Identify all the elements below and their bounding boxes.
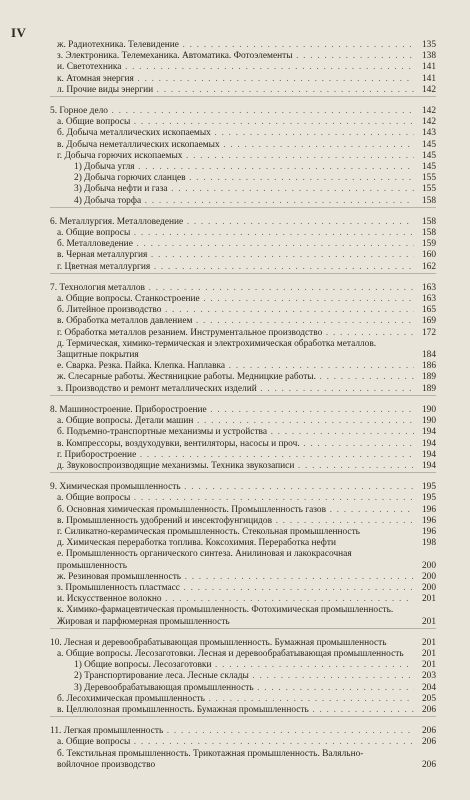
toc-page-number: 158 (414, 196, 436, 207)
toc-entry (50, 294, 436, 305)
toc-page-number: 142 (414, 106, 436, 117)
toc-entry-title: ж. Резиновая промышленность . . . (57, 572, 436, 583)
toc-page-number: 158 (414, 228, 436, 239)
toc-heading (50, 638, 436, 649)
toc-entry (50, 339, 436, 361)
toc-page-number: 196 (414, 527, 436, 538)
toc-entry-title: 2) Добыча горючих сланцев . . . (74, 173, 436, 184)
toc-entry (50, 74, 436, 85)
toc-entry (50, 117, 436, 128)
toc-entry-title: а. Общие вопросы. Лесозаготовки. Лесная и деревообрабатывающая промышленность (57, 648, 404, 659)
toc-entry (50, 527, 436, 538)
toc-entry (50, 128, 436, 139)
toc-section-g6 (50, 207, 436, 273)
toc-entry-title: а. Общие вопросы . . . (57, 493, 436, 504)
toc-page-number: 190 (414, 416, 436, 427)
toc-entry (50, 572, 436, 583)
toc-entry (50, 549, 436, 571)
toc-page-number: 143 (414, 128, 436, 139)
page-number: IV (11, 25, 27, 40)
toc-entry-title: в. Черная металлургия . . . (57, 250, 436, 261)
toc-page-number: 204 (414, 683, 436, 694)
toc-page-number: 194 (414, 427, 436, 438)
toc-page-number: 145 (414, 151, 436, 162)
toc-entry-title: 10. Лесная и деревообрабатывающая промышленность. Бумажная промышленность (50, 637, 387, 648)
toc-entry (50, 85, 436, 96)
toc-entry-title: б. Основная химическая промышленность. Промышленность газов . . . (57, 505, 436, 516)
toc-entry-title: 2) Транспортирование леса. Лесные склады . . . (74, 671, 436, 682)
toc-page-number: 196 (414, 505, 436, 516)
toc-entry-title: з. Производство и ремонт металлических изделий . . . (57, 384, 436, 395)
toc-entry-title: а. Общие вопросы. Детали машин . . . (57, 416, 436, 427)
toc-entry (50, 605, 436, 627)
toc-page-number: 205 (414, 694, 436, 705)
toc-page-number: 163 (414, 283, 436, 294)
toc-page-number: 206 (414, 760, 436, 771)
toc-heading (50, 217, 436, 228)
toc-page-number: 159 (414, 239, 436, 250)
toc-page-number: 200 (414, 583, 436, 594)
toc-entry-title: г. Цветная металлургия . . . (57, 262, 436, 273)
toc-entry-title: в. Добыча неметаллических ископаемых . . . (57, 140, 436, 151)
toc-entry (50, 516, 436, 527)
toc-entry-title: в. Компрессоры, воздуходувки, вентиляторы, насосы и проч. . . . (57, 439, 436, 450)
toc-entry (50, 151, 436, 162)
toc-page-number: 155 (414, 173, 436, 184)
toc-entry-title: ж. Слесарные работы. Жестяницкие работы. Медницкие работы. . . . (57, 372, 436, 383)
toc-entry (50, 196, 436, 207)
toc-entry (50, 749, 436, 771)
toc-page-number: 194 (414, 450, 436, 461)
toc-entry (50, 583, 436, 594)
toc-page-number: 169 (414, 316, 436, 327)
toc-entry (50, 228, 436, 239)
toc-entry (50, 737, 436, 748)
toc-page-number: 206 (414, 737, 436, 748)
toc-page-number: 186 (414, 361, 436, 372)
toc-page-number: 141 (414, 62, 436, 73)
toc-entry-title: 8. Машиностроение. Приборостроение . . . (50, 405, 436, 416)
toc-entry-title: ж. Радиотехника. Телевидение . . . (57, 40, 436, 51)
toc-entry (50, 594, 436, 605)
toc-entry (50, 427, 436, 438)
toc-page-number: 184 (414, 350, 436, 361)
toc-entry-title: 7. Технология металлов . . . (50, 283, 436, 294)
toc-page-number: 189 (414, 384, 436, 395)
toc-entry-title: 3) Деревообрабатывающая промышленность . . . (74, 683, 436, 694)
toc-entry (50, 262, 436, 273)
toc-entry (50, 461, 436, 472)
toc-entry-title: в. Целлюлозная промышленность. Бумажная промышленность . . . (57, 705, 436, 716)
toc-entry-title: б. Подъемно-транспортные механизмы и устройства . . . (57, 427, 436, 438)
toc-page-number: 201 (414, 660, 436, 671)
toc-entry-title: а. Общие вопросы . . . (57, 117, 436, 128)
toc-page-number: 141 (414, 74, 436, 85)
toc-page-number: 190 (414, 405, 436, 416)
toc-entry (50, 184, 436, 195)
toc-entry (50, 683, 436, 694)
toc-section-g10 (50, 628, 436, 716)
toc-entry (50, 372, 436, 383)
toc-page-number: 145 (414, 140, 436, 151)
toc-section-g4 (50, 40, 436, 96)
toc-entry-title: е. Промышленность органического синтеза. Анилиновая и лакокрасочная промышленность (57, 549, 352, 571)
toc-page-number: 196 (414, 516, 436, 527)
toc-section-g9 (50, 472, 436, 628)
toc-page-number: 142 (414, 117, 436, 128)
toc-entry-title: 1) Общие вопросы. Лесозаготовки . . . (74, 660, 436, 671)
toc-entry-title: 1) Добыча угля . . . (74, 162, 436, 173)
toc-entry-title: д. Термическая, химико-термическая и электрохимическая обработка металлов. Защитные покрытия (57, 338, 377, 361)
toc-page-number: 142 (414, 85, 436, 96)
toc-page-number: 201 (414, 638, 436, 649)
toc-entry (50, 671, 436, 682)
toc-page-number: 194 (414, 439, 436, 450)
toc-page-number: 201 (414, 649, 436, 660)
toc-entry (50, 660, 436, 671)
toc-page-number: 203 (414, 671, 436, 682)
toc-page-number: 206 (414, 705, 436, 716)
toc-page-number: 145 (414, 162, 436, 173)
toc-section-g5 (50, 96, 436, 207)
toc-entry-title: д. Звуковоспроизводящие механизмы. Техника звукозаписи . . . (57, 461, 436, 472)
toc-entry (50, 316, 436, 327)
toc-page-number: 155 (414, 184, 436, 195)
toc-page-number: 194 (414, 461, 436, 472)
table-of-contents (50, 40, 436, 771)
toc-section-g8 (50, 395, 436, 472)
toc-entry-title: д. Химическая переработка топлива. Коксохимия. Переработка нефти (57, 538, 336, 549)
toc-heading (50, 106, 436, 117)
toc-entry (50, 140, 436, 151)
toc-entry (50, 239, 436, 250)
toc-entry-title: б. Литейное производство . . . (57, 305, 436, 316)
toc-entry (50, 305, 436, 316)
toc-entry (50, 173, 436, 184)
toc-entry-title: 9. Химическая промышленность . . . (50, 482, 436, 493)
toc-entry-title: з. Электроника. Телемеханика. Автоматика. Фотоэлементы . . . (57, 51, 436, 62)
toc-page-number: 162 (414, 262, 436, 273)
toc-page-number: 195 (414, 493, 436, 504)
toc-entry (50, 51, 436, 62)
toc-entry (50, 361, 436, 372)
toc-page-number: 200 (414, 572, 436, 583)
toc-entry-title: 11. Легкая промышленность . . . (50, 726, 436, 737)
toc-page-number: 160 (414, 250, 436, 261)
toc-entry (50, 162, 436, 173)
toc-entry-title: г. Силикатно-керамическая промышленность. Стекольная промышленность (57, 526, 360, 537)
toc-entry-title: б. Текстильная промышленность. Трикотажная промышленность. Валяльно-войлочное производство (57, 748, 364, 770)
toc-entry-title: и. Искусственное волокно . . . (57, 594, 436, 605)
toc-entry (50, 416, 436, 427)
toc-entry-title: 6. Металлургия. Металловедение . . . (50, 217, 436, 228)
toc-entry-title: 5. Горное дело . . . (50, 106, 436, 117)
toc-page-number: 198 (414, 538, 436, 549)
toc-section-g7 (50, 273, 436, 395)
toc-entry (50, 384, 436, 395)
toc-entry-title: е. Сварка. Резка. Пайка. Клепка. Наплавка . . . (57, 361, 436, 372)
toc-entry (50, 62, 436, 73)
toc-entry-title: а. Общие вопросы . . . (57, 228, 436, 239)
toc-page-number: 138 (414, 51, 436, 62)
toc-entry (50, 439, 436, 450)
toc-section-g11 (50, 716, 436, 771)
toc-entry-title: к. Химико-фармацевтическая промышленность. Фотохимическая промышленность. Жировая и парфюмерная промышленность (57, 605, 394, 627)
toc-heading (50, 482, 436, 493)
toc-entry (50, 328, 436, 339)
toc-entry-title: л. Прочие виды энергии . . . (57, 85, 436, 96)
toc-page-number: 135 (414, 40, 436, 51)
toc-page-number: 158 (414, 217, 436, 228)
toc-entry-title: б. Лесохимическая промышленность . . . (57, 694, 436, 705)
toc-entry (50, 450, 436, 461)
toc-page-number: 189 (414, 372, 436, 383)
toc-entry (50, 694, 436, 705)
toc-entry (50, 538, 436, 549)
toc-page-number: 172 (414, 328, 436, 339)
toc-entry-title: в. Промышленность удобрений и инсектофунгицидов . . . (57, 516, 436, 527)
toc-page-number: 195 (414, 482, 436, 493)
toc-entry-title: 3) Добыча нефти и газа . . . (74, 184, 436, 195)
toc-page-number: 206 (414, 726, 436, 737)
toc-page-number: 165 (414, 305, 436, 316)
toc-entry (50, 505, 436, 516)
toc-page-number: 200 (414, 561, 436, 572)
toc-entry-title: 4) Добыча торфа . . . (74, 196, 436, 207)
toc-entry (50, 40, 436, 51)
toc-page-number: 201 (414, 594, 436, 605)
toc-entry-title: б. Металловедение . . . (57, 239, 436, 250)
toc-entry-title: а. Общие вопросы. Станкостроение . . . (57, 294, 436, 305)
toc-entry-title: з. Промышленность пластмасс . . . (57, 583, 436, 594)
toc-entry-title: и. Светотехника . . . (57, 62, 436, 73)
toc-entry-title: к. Атомная энергия . . . (57, 74, 436, 85)
toc-entry-title: г. Добыча горючих ископаемых . . . (57, 151, 436, 162)
toc-page-number: 163 (414, 294, 436, 305)
toc-heading (50, 283, 436, 294)
toc-entry-title: б. Добыча металлических ископаемых . . . (57, 128, 436, 139)
toc-entry (50, 250, 436, 261)
toc-entry-title: в. Обработка металлов давлением . . . (57, 316, 436, 327)
toc-entry-title: г. Приборостроение . . . (57, 450, 436, 461)
toc-heading (50, 405, 436, 416)
toc-entry-title: г. Обработка металлов резанием. Инструментальное производство . . . (57, 328, 436, 339)
toc-heading (50, 726, 436, 737)
toc-entry (50, 493, 436, 504)
toc-entry (50, 649, 436, 660)
toc-entry-title: а. Общие вопросы . . . (57, 737, 436, 748)
toc-page-number: 201 (414, 617, 436, 628)
toc-entry (50, 705, 436, 716)
